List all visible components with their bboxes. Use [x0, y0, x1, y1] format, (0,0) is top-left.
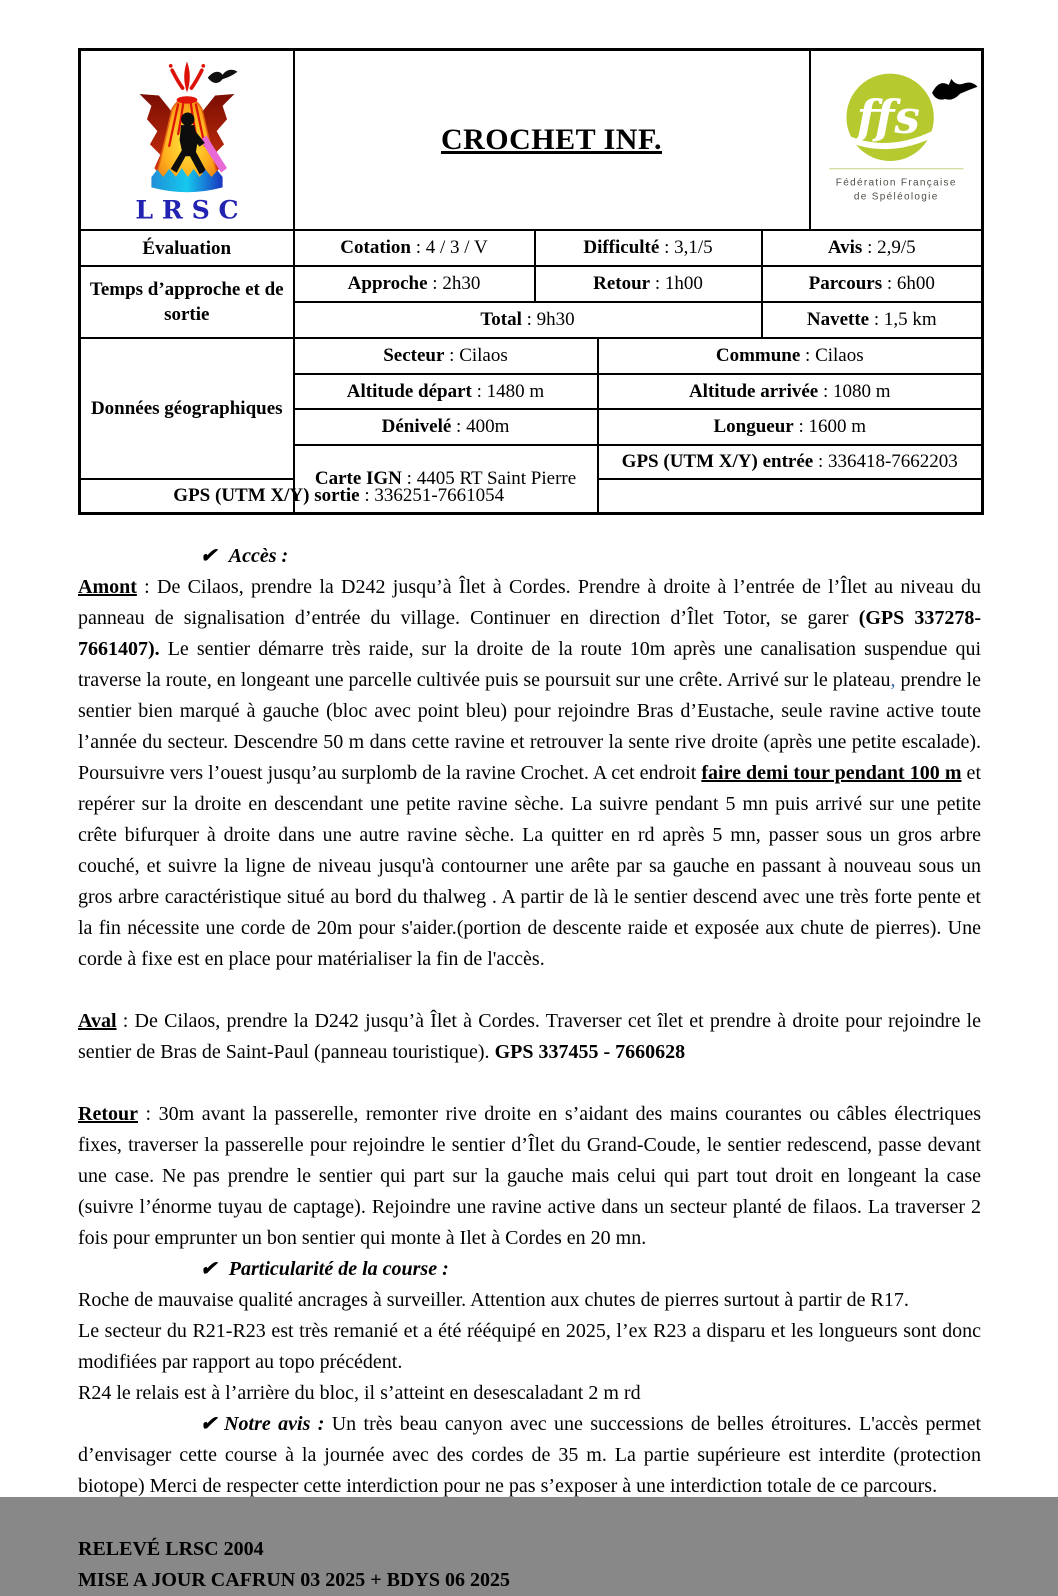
lrsc-logo — [111, 51, 263, 223]
cell-gps-entree: GPS (UTM X/Y) entrée : 336418-7662203 — [598, 445, 983, 479]
cell-carte-ign: Carte IGN : 4405 RT Saint Pierre — [294, 445, 598, 513]
cell-commune: Commune : Cilaos — [598, 338, 983, 374]
cell-avis: Avis : 2,9/5 — [762, 230, 983, 266]
cell-altitude-depart: Altitude départ : 1480 m — [294, 374, 598, 409]
access-heading-label: Accès : — [228, 544, 289, 567]
row-label-temps: Temps d’approche et de sortie — [80, 266, 294, 338]
topo-sheet — [78, 48, 981, 1596]
lrsc-letters: L R S C — [135, 194, 239, 225]
cell-retour: Retour : 1h00 — [535, 266, 762, 302]
cell-total: Total : 9h30 — [294, 302, 762, 338]
ffs-caption-1: Fédération Française — [835, 177, 957, 189]
cell-navette: Navette : 1,5 km — [762, 302, 983, 338]
cell-altitude-arrivee: Altitude arrivée : 1080 m — [598, 374, 983, 409]
notre-avis-paragraph: ✔ Notre avis : Un très beau canyon avec une successions de belles étroitures. L'accès permet d’envisager cette course à la journée avec des cordes de 35 m. La partie supérieure est interdite (protection biotope) Merci de respecter cette interdiction pour ne pas s’exposer à une interdiction totale de ce parcours. — [78, 1412, 982, 1497]
footer-block — [78, 1534, 981, 1596]
particularite-line: R24 le relais est à l’arrière du bloc, il s’atteint en desescaladant 2 m rd — [78, 1381, 641, 1404]
retour-paragraph: Retour : 30m avant la passerelle, remonter rive droite en s’aidant des mains courantes ou câbles électriques fixes, traverser la passerelle pour rejoindre le sentier d’Îlet du Grand-Coude, le sentier redescend, passe devant une case. Ne pas prendre le sentier qui part sur la gauche mais celui qui part tout droit en longeant la case (suivre l’énorme tuyau de captage). Rejoindre une ravine active dans un secteur planté de filaos. La traverser 2 fois pour emprunter un bon sentier qui monte à Ilet à Cordes en 20 mn. — [78, 1102, 981, 1249]
bird-icon — [208, 70, 238, 83]
ffs-logo — [815, 62, 981, 212]
cell-longueur: Longueur : 1600 m — [598, 409, 983, 445]
cell-parcours: Parcours : 6h00 — [762, 266, 983, 302]
particularite-heading-label: Particularité de la course : — [228, 1257, 449, 1280]
info-table — [78, 48, 984, 515]
releve-line: RELEVÉ LRSC 2004 — [78, 1537, 264, 1560]
page-title: CROCHET INF. — [440, 123, 663, 156]
cell-cotation: Cotation : 4 / 3 / V — [294, 230, 535, 266]
cell-denivele: Dénivelé : 400m — [294, 409, 598, 445]
ffs-caption-2: de Spéléologie — [853, 191, 939, 203]
lrsc-logo-cell — [80, 50, 294, 231]
particularite-line: Roche de mauvaise qualité ancrages à surveiller. Attention aux chutes de pierres surtout à partir de R17. — [78, 1288, 909, 1311]
ffs-divider — [828, 168, 963, 169]
ffs-monogram: ffs — [856, 90, 920, 145]
row-label-evaluation: Évaluation — [80, 230, 294, 266]
ffs-logo-cell — [810, 50, 983, 231]
body-text — [78, 541, 981, 1596]
aval-paragraph: Aval : De Cilaos, prendre la D242 jusqu’à Îlet à Cordes. Traverser cet îlet et prendre à droite pour rejoindre le sentier de Bras de Saint-Paul (panneau touristique). GPS 337455 - 7660628 — [78, 1009, 981, 1063]
cell-approche: Approche : 2h30 — [294, 266, 535, 302]
bat-icon — [932, 79, 977, 100]
row-label-geo: Données géographiques — [80, 338, 294, 479]
eruption-icon — [169, 61, 205, 92]
title-cell — [294, 50, 810, 231]
check-icon: ✔ — [200, 1257, 217, 1280]
cell-secteur: Secteur : Cilaos — [294, 338, 598, 374]
access-heading — [78, 541, 981, 572]
particularite-line: Le secteur du R21-R23 est très remanié et a été rééquipé en 2025, l’ex R23 a disparu et les longueurs sont donc modifiées par rapport au topo précédent. — [78, 1319, 981, 1373]
crater-icon — [176, 96, 197, 103]
cell-difficulte: Difficulté : 3,1/5 — [535, 230, 762, 266]
amont-paragraph: Amont : De Cilaos, prendre la D242 jusqu’à Îlet à Cordes. Prendre à droite à l’entrée de l’Îlet au niveau du panneau de signalisation d’entrée du village. Continuer en direction d’Îlet Totor, se garer (GPS 337278-7661407). Le sentier démarre très raide, sur la droite de la route 10m après une canalisation suspendue qui traverse la route, en longeant une parcelle cultivée puis se poursuit sur une crête. Arrivé sur le plateau, prendre le sentier bien marqué à gauche (bloc avec point bleu) pour rejoindre Bras d’Eustache, seule ravine active toute l’année du secteur. Descendre 50 m dans cette ravine et retrouver la sente rive droite (après une petite escalade). Poursuivre vers l’ouest jusqu’au surplomb de la ravine Crochet. A cet endroit faire demi tour pendant 100 m et repérer sur la droite en descendant une petite ravine sèche. La suivre pendant 5 mn puis arrivé sur une petite crête bifurquer à droite dans une autre ravine sèche. La quitter en rd après 5 mn, passer sous un gros arbre couché, et suivre la ligne de niveau jusqu'à contourner une arête par sa gauche en passant à nouveau sous un gros arbre caractéristique situé au bord du thalweg . A partir de là le sentier descend avec une très forte pente et la fin nécessite une corde de 20m pour s'aider.(portion de descente raide et exposée aux chute de pierres). Une corde à fixe est en place pour matérialiser la fin de l'accès. — [78, 575, 982, 970]
cell-gps-sortie: GPS (UTM X/Y) sortie : 336251-7661054 — [80, 479, 598, 513]
particularite-heading — [78, 1254, 981, 1285]
mise-a-jour-line: MISE A JOUR CAFRUN 03 2025 + BDYS 06 2025 — [78, 1568, 510, 1591]
check-icon: ✔ — [200, 544, 217, 567]
